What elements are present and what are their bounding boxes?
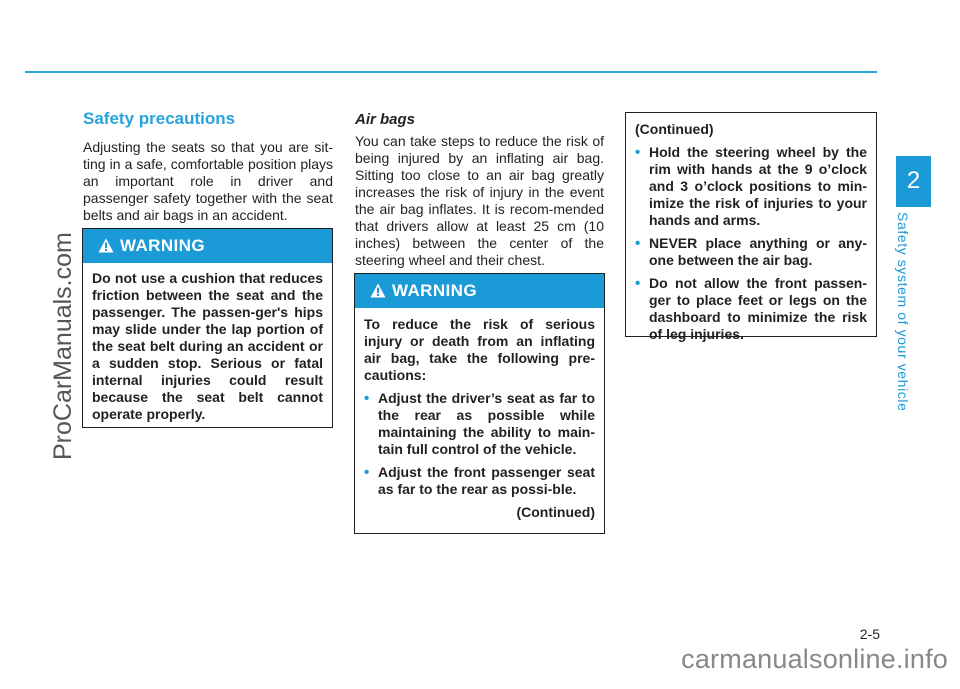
- warning-header: [355, 274, 604, 308]
- header-rule: [25, 71, 877, 73]
- warning-bullet-list: [364, 390, 595, 498]
- chapter-title: Safety system of your vehicle: [895, 212, 911, 412]
- airbags-body: You can take steps to reduce the risk of being injured by an inflating air bag. Sitting too close to an air bag greatly increases the risk of injury in the event the air bag inflates. It is recom-mended that drivers allow at least 25 cm (10 inches) between the center of the steering wheel and their chest.: [355, 133, 604, 268]
- bullet-text: Do not allow the front passen-ger to place feet or legs on the dashboard to minimize the risk of leg injuries.: [649, 275, 867, 342]
- bullet-text: Hold the steering wheel by the rim with hands at the 9 o’clock and 3 o’clock positions to min-imize the risk of injuries to your hands and arms.: [649, 144, 867, 228]
- warning-box-cushion: [82, 228, 333, 428]
- list-item: [364, 464, 595, 498]
- bullet-icon: •: [635, 235, 641, 252]
- chapter-number: 2: [906, 167, 921, 194]
- warning-header: [83, 229, 332, 263]
- continued-label: (Continued): [635, 121, 714, 137]
- bullet-icon: •: [635, 275, 641, 292]
- watermark-left: ProCarManuals.com: [49, 232, 77, 460]
- continued-content: [626, 113, 876, 357]
- section-title: Safety precautions: [83, 109, 236, 128]
- list-item: [635, 275, 867, 343]
- warning-content: [355, 308, 604, 529]
- warning-text: Do not use a cushion that reduces friction between the seat and the passenger. The passen-ger's hips may slide under the lap portion of the seat belt during an accident or a sudden stop. Serious or fatal internal injuries could result because the seat belt cannot operate properly.: [92, 270, 323, 422]
- bullet-icon: •: [364, 390, 370, 407]
- list-item: [635, 235, 867, 269]
- warning-label: WARNING: [120, 236, 205, 255]
- watermark-bottom: carmanualsonline.info: [681, 644, 948, 674]
- warning-intro: To reduce the risk of serious injury or death from an inflating air bag, take the following pre-cautions:: [364, 316, 595, 383]
- continued-label: (Continued): [516, 504, 595, 520]
- warning-triangle-icon: [98, 238, 114, 253]
- continued-box: [625, 112, 877, 342]
- bullet-text: NEVER place anything or any-one between the air bag.: [649, 235, 867, 268]
- list-item: [364, 390, 595, 458]
- airbags-title: Air bags: [355, 111, 416, 128]
- page-number: 2-5: [859, 626, 880, 642]
- bullet-text: Adjust the front passenger seat as far to the rear as possi-ble.: [378, 464, 595, 497]
- continued-bullet-list: [635, 144, 867, 343]
- section-body: Adjusting the seats so that you are sit-ting in a safe, comfortable position plays an important role in driver and passenger safety together with the seat belts and air bags in an accident.: [83, 139, 333, 223]
- warning-label: WARNING: [392, 281, 477, 300]
- bullet-icon: •: [364, 464, 370, 481]
- warning-triangle-icon: [370, 283, 386, 298]
- bullet-text: Adjust the driver’s seat as far to the rear as possible while maintaining the ability to main-tain full control of the vehicle.: [378, 390, 595, 457]
- bullet-icon: •: [635, 144, 641, 161]
- list-item: [635, 144, 867, 229]
- warning-box-airbag: [354, 273, 605, 534]
